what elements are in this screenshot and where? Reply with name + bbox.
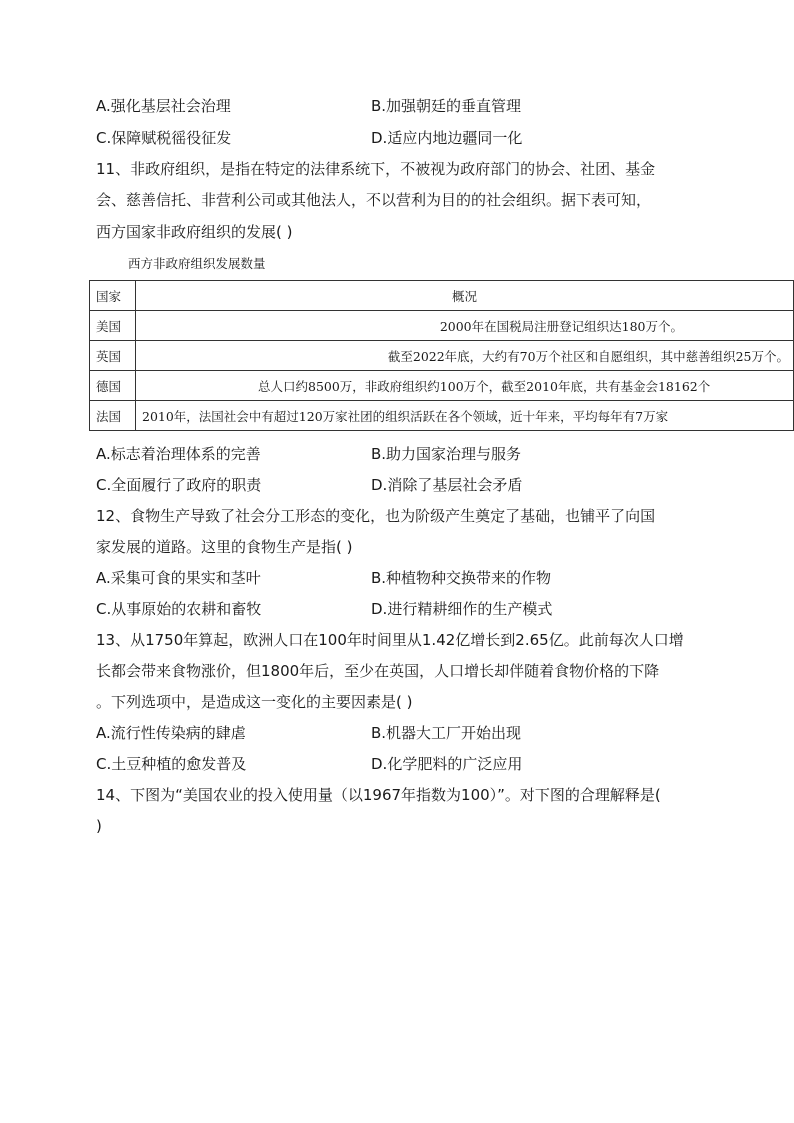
q11-stem-line-3: 西方国家非政府组织的发展( ) [96, 223, 293, 241]
row-overview: 截至2022年底，大约有70万个社区和自愿组织，其中慈善组织25万个。 [136, 341, 794, 371]
q12-stem-line-2: 家发展的道路。这里的食物生产是指( ) [96, 538, 353, 556]
table-row [90, 341, 794, 371]
q11-option-a: A.标志着治理体系的完善 [96, 445, 261, 463]
row-overview: 2010年，法国社会中有超过120万家社团的组织活跃在各个领域，近十年来，平均每年有7万家 [136, 401, 794, 431]
row-overview: 总人口约8500万，非政府组织约100万个，截至2010年底，共有基金会18162个 [136, 371, 794, 401]
q10-option-c: C.保障赋税徭役征发 [96, 129, 232, 147]
row-country: 美国 [90, 311, 136, 341]
header-country: 国家 [90, 281, 136, 311]
q11-option-d: D.消除了基层社会矛盾 [371, 476, 523, 494]
q13-option-b: B.机器大工厂开始出现 [371, 724, 522, 742]
q13-stem-line-1: 13、从1750年算起，欧洲人口在100年时间里从1.42亿增长到2.65亿。此前每次人口增 [96, 631, 684, 649]
table-row [90, 371, 794, 401]
q12-option-c: C.从事原始的农耕和畜牧 [96, 600, 262, 618]
q13-stem-line-2: 长都会带来食物涨价，但1800年后，至少在英国，人口增长却伴随着食物价格的下降 [96, 662, 660, 680]
q12-option-a: A.采集可食的果实和茎叶 [96, 569, 261, 587]
q12-option-d: D.进行精耕细作的生产模式 [371, 600, 553, 618]
header-overview: 概况 [136, 281, 794, 311]
q11-stem-line-1: 11、非政府组织，是指在特定的法律系统下，不被视为政府部门的协会、社团、基金 [96, 160, 656, 178]
row-overview: 2000年在国税局注册登记组织达180万个。 [136, 311, 794, 341]
q13-option-c: C.土豆种植的愈发普及 [96, 755, 247, 773]
q10-option-d: D.适应内地边疆同一化 [371, 129, 523, 147]
q11-stem-line-2: 会、慈善信托、非营利公司或其他法人，不以营利为目的的社会组织。据下表可知， [96, 191, 652, 209]
q10-option-a: A.强化基层社会治理 [96, 97, 231, 115]
q13-stem-line-3: 。下列选项中，是造成这一变化的主要因素是( ) [96, 693, 413, 711]
table-caption: 西方非政府组织发展数量 [128, 256, 266, 271]
q14-stem-line-2: ) [96, 817, 102, 835]
q14-stem-line-1: 14、下图为“美国农业的投入使用量（以1967年指数为100）”。对下图的合理解释是( [96, 786, 661, 804]
q11-option-b: B.助力国家治理与服务 [371, 445, 522, 463]
row-country: 法国 [90, 401, 136, 431]
q13-option-d: D.化学肥料的广泛应用 [371, 755, 523, 773]
row-country: 德国 [90, 371, 136, 401]
table-row [90, 401, 794, 431]
ngo-table [89, 280, 794, 431]
q12-stem-line-1: 12、食物生产导致了社会分工形态的变化，也为阶级产生奠定了基础，也铺平了向国 [96, 507, 656, 525]
table-row [90, 311, 794, 341]
q11-option-c: C.全面履行了政府的职责 [96, 476, 262, 494]
table-header-row [90, 281, 794, 311]
q10-option-b: B.加强朝廷的垂直管理 [371, 97, 522, 115]
q13-option-a: A.流行性传染病的肆虐 [96, 724, 246, 742]
row-country: 英国 [90, 341, 136, 371]
q12-option-b: B.种植物种交换带来的作物 [371, 569, 552, 587]
